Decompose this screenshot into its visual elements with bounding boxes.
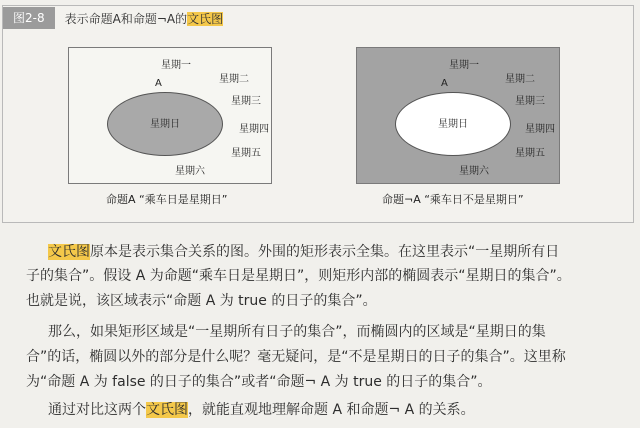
- left-diagram-caption: 命题A “乘车日是星期日”: [106, 193, 228, 206]
- paragraph-3: [48, 398, 475, 422]
- day-label: 星期三: [515, 96, 545, 107]
- right-diagram-caption: 命题¬A “乘车日不是星期日”: [382, 193, 524, 206]
- figure-title-highlight: 文氏图: [187, 11, 224, 26]
- day-label: 星期二: [219, 74, 249, 85]
- day-label: 星期三: [231, 96, 261, 107]
- figure-title-text: 表示命题A和命题¬A的: [64, 11, 188, 26]
- paragraph-2-line-1: 那么，如果矩形区域是“一星期所有日子的集合”，而椭圆内的区域是“星期日的集: [48, 324, 546, 340]
- ellipse-day-label: 星期日: [438, 119, 468, 130]
- venn-diagram-proposition-not-a: [356, 47, 560, 184]
- day-label: 星期五: [231, 148, 261, 159]
- set-a-label: A: [155, 78, 162, 89]
- day-label: 星期六: [459, 166, 489, 177]
- text-run: 原本是表示集合关系的图。外围的矩形表示全集。在这里表示“一星期所有日: [90, 244, 560, 260]
- figure-title: [65, 10, 224, 27]
- text-run: 通过对比这两个: [48, 402, 146, 418]
- ellipse-day-label: 星期日: [150, 119, 180, 130]
- figure-caption-bar: [3, 6, 633, 30]
- text-run: ，就能直观地理解命题 A 和命题¬ A 的关系。: [188, 402, 475, 418]
- set-a-label: A: [441, 78, 448, 89]
- day-label: 星期五: [515, 148, 545, 159]
- set-a-ellipse: [107, 92, 223, 156]
- highlight-venn: 文氏图: [146, 402, 188, 418]
- set-a-ellipse: [395, 92, 511, 156]
- paragraph-2-line-2: 合”的话，椭圆以外的部分是什么呢？毫无疑问，是“不是星期日的日子的集合”。这里称: [26, 349, 566, 365]
- day-label: 星期一: [449, 60, 479, 71]
- day-label: 星期二: [505, 74, 535, 85]
- paragraph-1-line-1: [48, 240, 559, 264]
- day-label: 星期四: [525, 124, 555, 135]
- day-label: 星期六: [175, 166, 205, 177]
- paragraph-1-line-3: 也就是说，该区域表示“命题 A 为 true 的日子的集合”。: [26, 293, 377, 309]
- day-label: 星期四: [239, 124, 269, 135]
- paragraph-2-line-3: 为“命题 A 为 false 的日子的集合”或者“命题¬ A 为 true 的日子的集合”。: [26, 374, 492, 390]
- day-label: 星期一: [161, 60, 191, 71]
- figure-number: 图2-8: [3, 7, 55, 29]
- highlight-venn: 文氏图: [48, 244, 90, 260]
- venn-diagram-proposition-a: [68, 47, 272, 184]
- paragraph-1-line-2: 子的集合”。假设 A 为命题“乘车日是星期日”，则矩形内部的椭圆表示“星期日的集合”。: [26, 268, 571, 284]
